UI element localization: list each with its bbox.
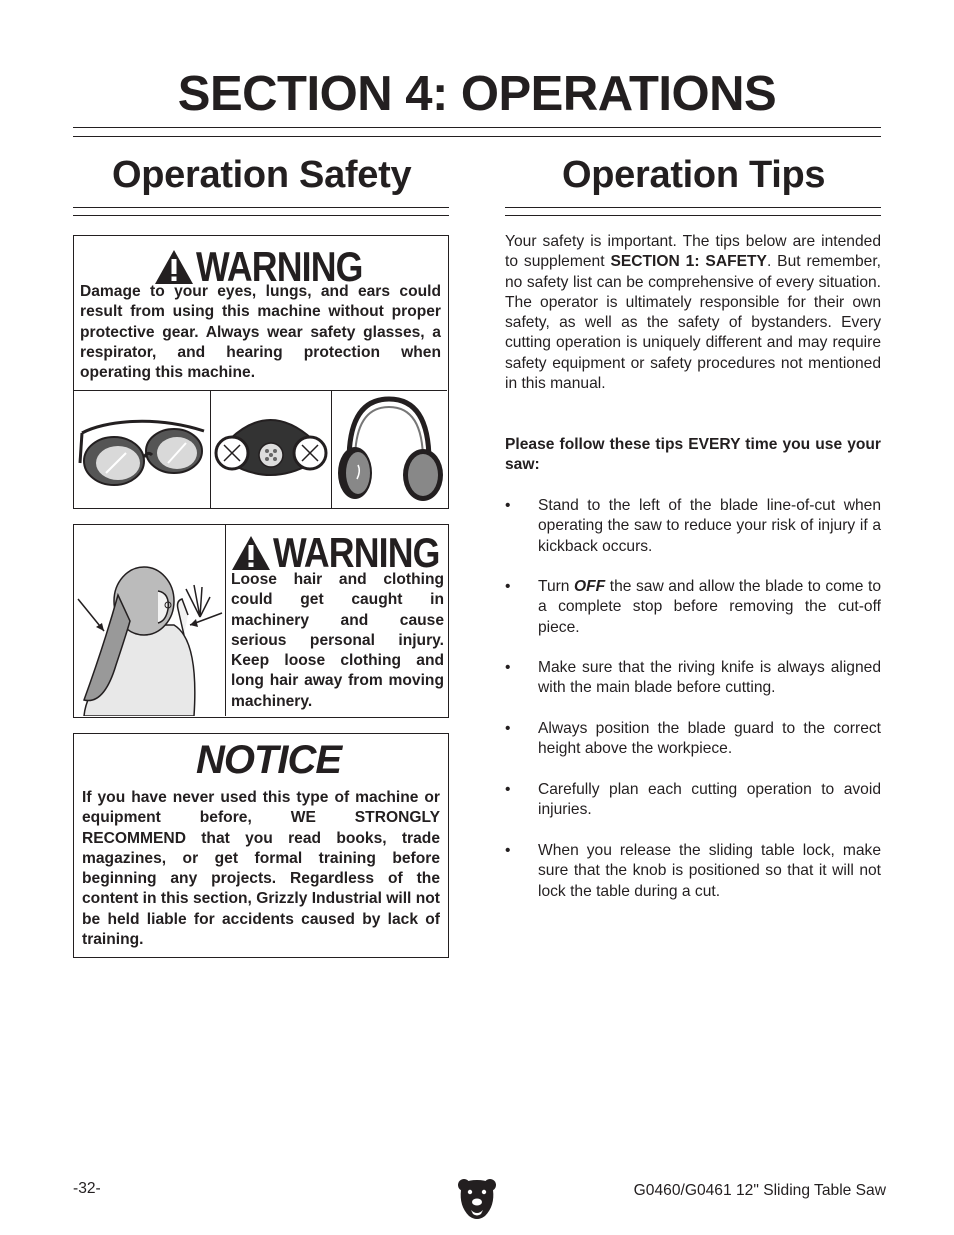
tip-text: Make sure that the riving knife is always aligned with the main blade before cutting. <box>538 659 881 697</box>
bullet-icon: • <box>505 720 511 737</box>
list-item <box>505 658 881 699</box>
section-title: SECTION 4: OPERATIONS <box>177 67 777 121</box>
list-item <box>505 841 881 902</box>
warning-text: Damage to your eyes, lungs, and ears could result from using this machine without proper protective gear. Always wear safety glasses, a respirator, and hearing protection when operating this machine. <box>80 283 441 382</box>
section-1-safety-reference: SECTION 1: SAFETY <box>610 253 767 271</box>
left-heading-rule-bottom <box>73 215 449 216</box>
bullet-icon: • <box>505 578 511 595</box>
operation-safety-heading: Operation Safety <box>112 154 412 196</box>
notice-label: NOTICE <box>196 738 342 782</box>
tips-intro-paragraph <box>505 232 881 394</box>
warning-label: WARNING <box>273 529 440 576</box>
warning-text: Loose hair and clothing could get caught in machinery and cause serious personal injury. Keep loose clothing and long hair away from moving machinery. <box>231 571 444 710</box>
warning-box-loose-hair <box>73 524 449 718</box>
bullet-icon: • <box>505 842 511 859</box>
tip-text: Carefully plan each cutting operation to avoid injuries. <box>538 781 881 819</box>
loose-hair-image <box>74 525 226 716</box>
bullet-icon: • <box>505 781 511 798</box>
intro-text-start: Your safety is important. The tips below are intended to supplement <box>505 233 881 271</box>
left-heading-rule-top <box>73 207 449 208</box>
model-name: G0460/G0461 12" Sliding Table Saw <box>633 1182 886 1199</box>
list-item <box>505 719 881 760</box>
bullet-icon: • <box>505 659 511 676</box>
warning-label: WARNING <box>196 243 363 290</box>
respirator-image <box>210 391 332 508</box>
page-number: -32- <box>73 1180 101 1197</box>
warning-triangle-icon <box>231 535 271 571</box>
title-rule-top <box>73 127 881 128</box>
operation-tips-heading: Operation Tips <box>562 154 826 196</box>
right-heading-rule-bottom <box>505 215 881 216</box>
list-item <box>505 780 881 821</box>
tip-text: Always position the blade guard to the correct height above the workpiece. <box>538 720 881 758</box>
ear-protection-image <box>331 391 447 508</box>
bear-logo-icon <box>457 1176 497 1222</box>
notice-box-training <box>73 733 449 958</box>
list-item <box>505 496 881 557</box>
tip-prefix: Turn <box>538 578 575 595</box>
tip-remainder: the saw and allow the blade to come to a complete stop before removing the cut-off piece. <box>538 578 881 636</box>
right-heading-rule-top <box>505 207 881 208</box>
title-rule-bottom <box>73 136 881 137</box>
warning-box-protective-gear <box>73 235 449 509</box>
tip-text: Stand to the left of the blade line-of-cut when operating the saw to reduce your risk of injury if a kickback occurs. <box>538 497 881 555</box>
list-item <box>505 577 881 638</box>
warning-header <box>231 529 469 576</box>
intro-text-end: . But remember, no safety list can be comprehensive of every situation. The operator is ultimately responsible for their own safety, as well as the safety of bystanders. Every cutting operation is uniquely different and may require safety equipment or safety procedures not mentioned in this manual. <box>505 253 882 393</box>
safety-glasses-image <box>74 391 211 508</box>
tip-text: When you release the sliding table lock, make sure that the knob is positioned so that it will not lock the table during a cut. <box>538 842 881 900</box>
tip-text <box>538 577 881 638</box>
notice-text: If you have never used this type of machine or equipment before, WE STRONGLY RECOMMEND that you read books, trade magazines, or get formal training before beginning any projects. Regardless of the content in this section, Grizzly Industrial will not be held liable for accidents caused by lack of training. <box>82 789 440 949</box>
warning-triangle-icon <box>154 249 194 285</box>
tips-follow-instruction: Please follow these tips EVERY time you use your saw: <box>505 436 881 474</box>
bullet-icon: • <box>505 497 511 514</box>
ppe-image-strip <box>74 390 447 508</box>
off-emphasis: OFF <box>574 578 606 595</box>
